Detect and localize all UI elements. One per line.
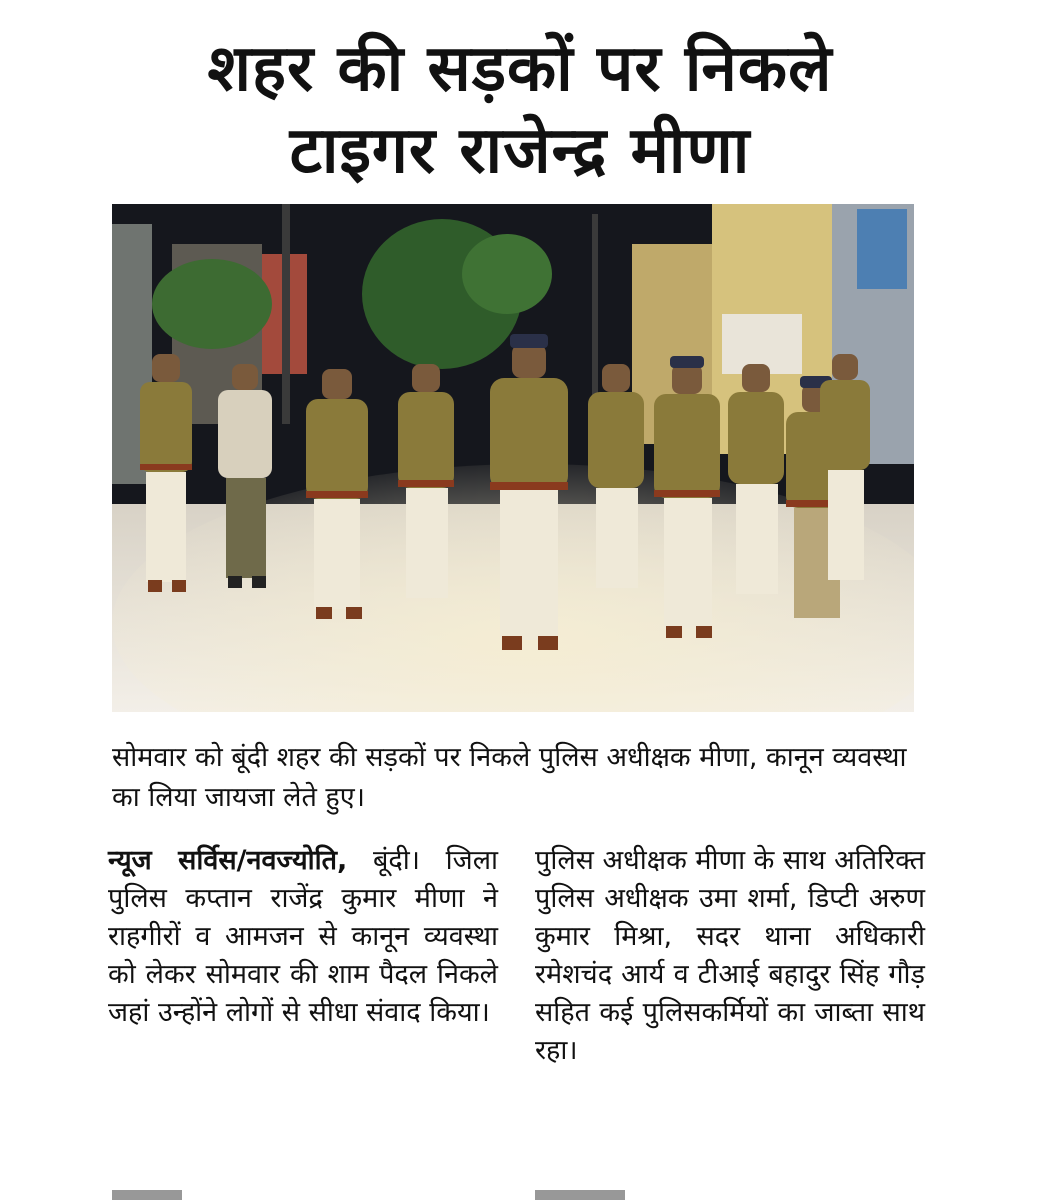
cut-off-text-fragment	[535, 1190, 625, 1200]
headline-line-1: शहर की सड़कों पर निकले	[207, 32, 833, 106]
article-body-right-column: पुलिस अधीक्षक मीणा के साथ अतिरिक्त पुलिस अधीक्षक उमा शर्मा, डिप्टी अरुण कुमार मिश्रा, सदर थाना अधिकारी रमेशचंद आर्य व टीआई बहादुर सिंह गौड़ सहित कई पुलिसकर्मियों का जाब्ता साथ रहा।	[535, 845, 925, 1066]
cut-off-text-fragment	[112, 1190, 182, 1200]
headline	[70, 28, 970, 192]
news-photo	[112, 204, 914, 712]
article-body-left-column	[108, 842, 498, 1032]
photo-caption: सोमवार को बूंदी शहर की सड़कों पर निकले पुलिस अधीक्षक मीणा, कानून व्यवस्था का लिया जायजा लेते हुए।	[112, 742, 907, 813]
police-patrol-photo	[112, 204, 914, 712]
body-text-left: बूंदी। जिला पुलिस कप्तान राजेंद्र कुमार मीणा ने राहगीरों व आमजन से कानून व्यवस्था को लेकर सोमवार की शाम पैदल निकले जहां उन्होंने लोगों से सीधा संवाद किया।	[108, 845, 498, 1028]
dateline: न्यूज सर्विस/नवज्योति,	[108, 845, 348, 876]
headline-line-2: टाइगर राजेन्द्र मीणा	[289, 114, 751, 188]
